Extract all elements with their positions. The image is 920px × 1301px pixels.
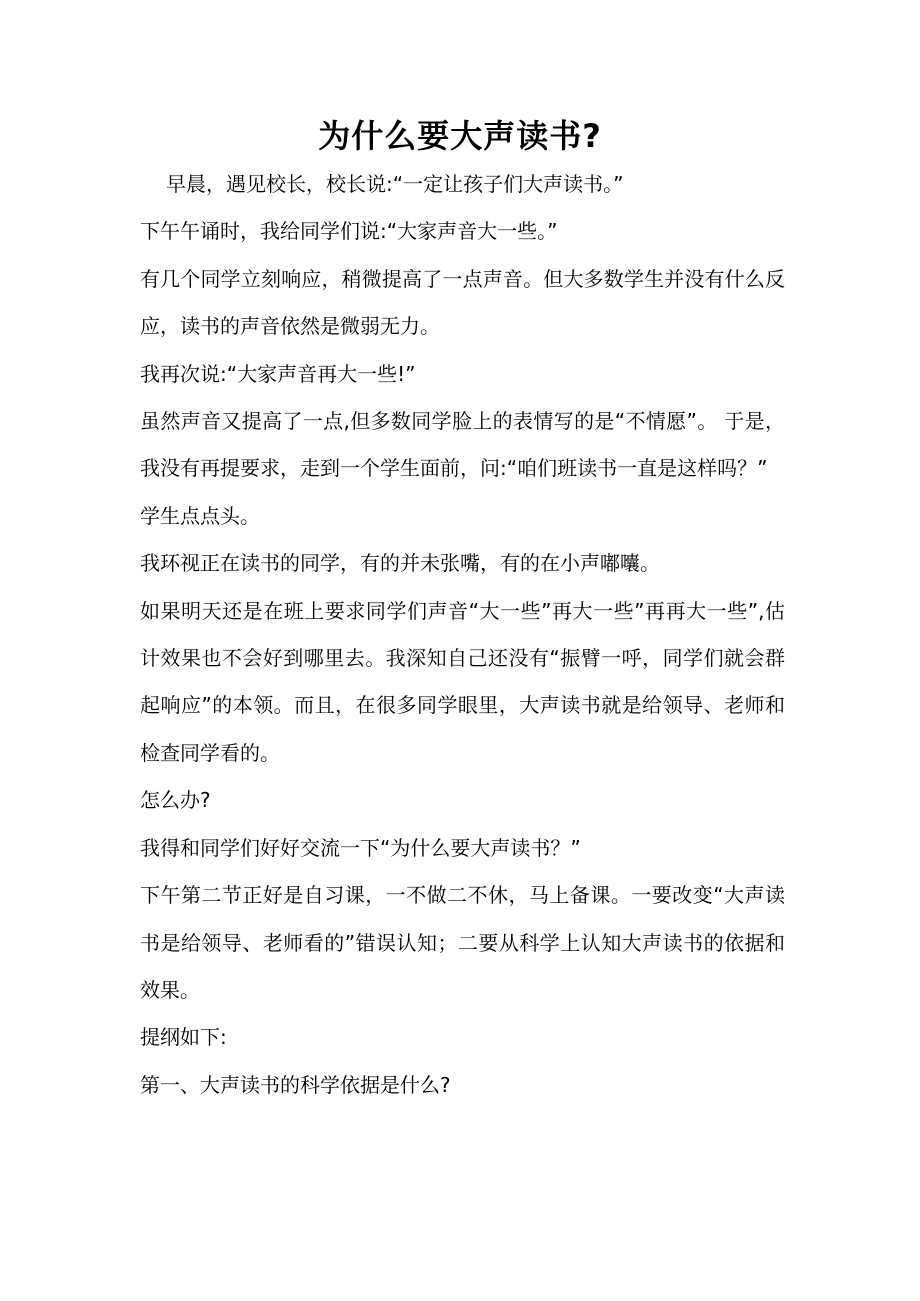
paragraph-7: 我环视正在读书的同学，有的并未张嘴，有的在小声嘟囔。 xyxy=(140,551,660,576)
paragraph-6: 学生点点头。 xyxy=(140,503,260,528)
document-body xyxy=(140,161,785,1109)
paragraph-10: 我得和同学们好好交流一下“为什么要大声读书？” xyxy=(140,835,581,860)
paragraph-9: 怎么办? xyxy=(140,788,211,813)
paragraph-12: 提纲如下: xyxy=(140,1025,227,1050)
paragraph-13: 第一、大声读书的科学依据是什么? xyxy=(140,1072,451,1097)
document-title: 为什么要大声读书? xyxy=(318,117,602,155)
paragraph-5: 虽然声音又提高了一点,但多数同学脸上的表情写的是“不情愿”。 于是，我没有再提要求，走到一个学生面前，问:“咱们班读书一直是这样吗？” xyxy=(140,409,785,481)
paragraph-1: 早晨，遇见校长，校长说:“一定让孩子们大声读书。” xyxy=(166,172,624,196)
paragraph-2: 下午午诵时，我给同学们说:“大家声音大一些。” xyxy=(140,219,558,244)
paragraph-8: 如果明天还是在班上要求同学们声音“大一些”再大一些”再再大一些”,估计效果也不会好到哪里去。我深知自己还没有“振臂一呼，同学们就会群起响应”的本领。而且，在很多同学眼里，大声读书就是给领导、老师和检查同学看的。 xyxy=(140,598,785,765)
paragraph-3: 有几个同学立刻响应，稍微提高了一点声音。但大多数学生并没有什么反应，读书的声音依然是微弱无力。 xyxy=(140,266,785,339)
paragraph-4: 我再次说:“大家声音再大一些!” xyxy=(140,361,416,386)
paragraph-11: 下午第二节正好是自习课，一不做二不休，马上备课。一要改变“大声读书是给领导、老师看的”错误认知；二要从科学上认知大声读书的依据和效果。 xyxy=(140,883,785,1002)
